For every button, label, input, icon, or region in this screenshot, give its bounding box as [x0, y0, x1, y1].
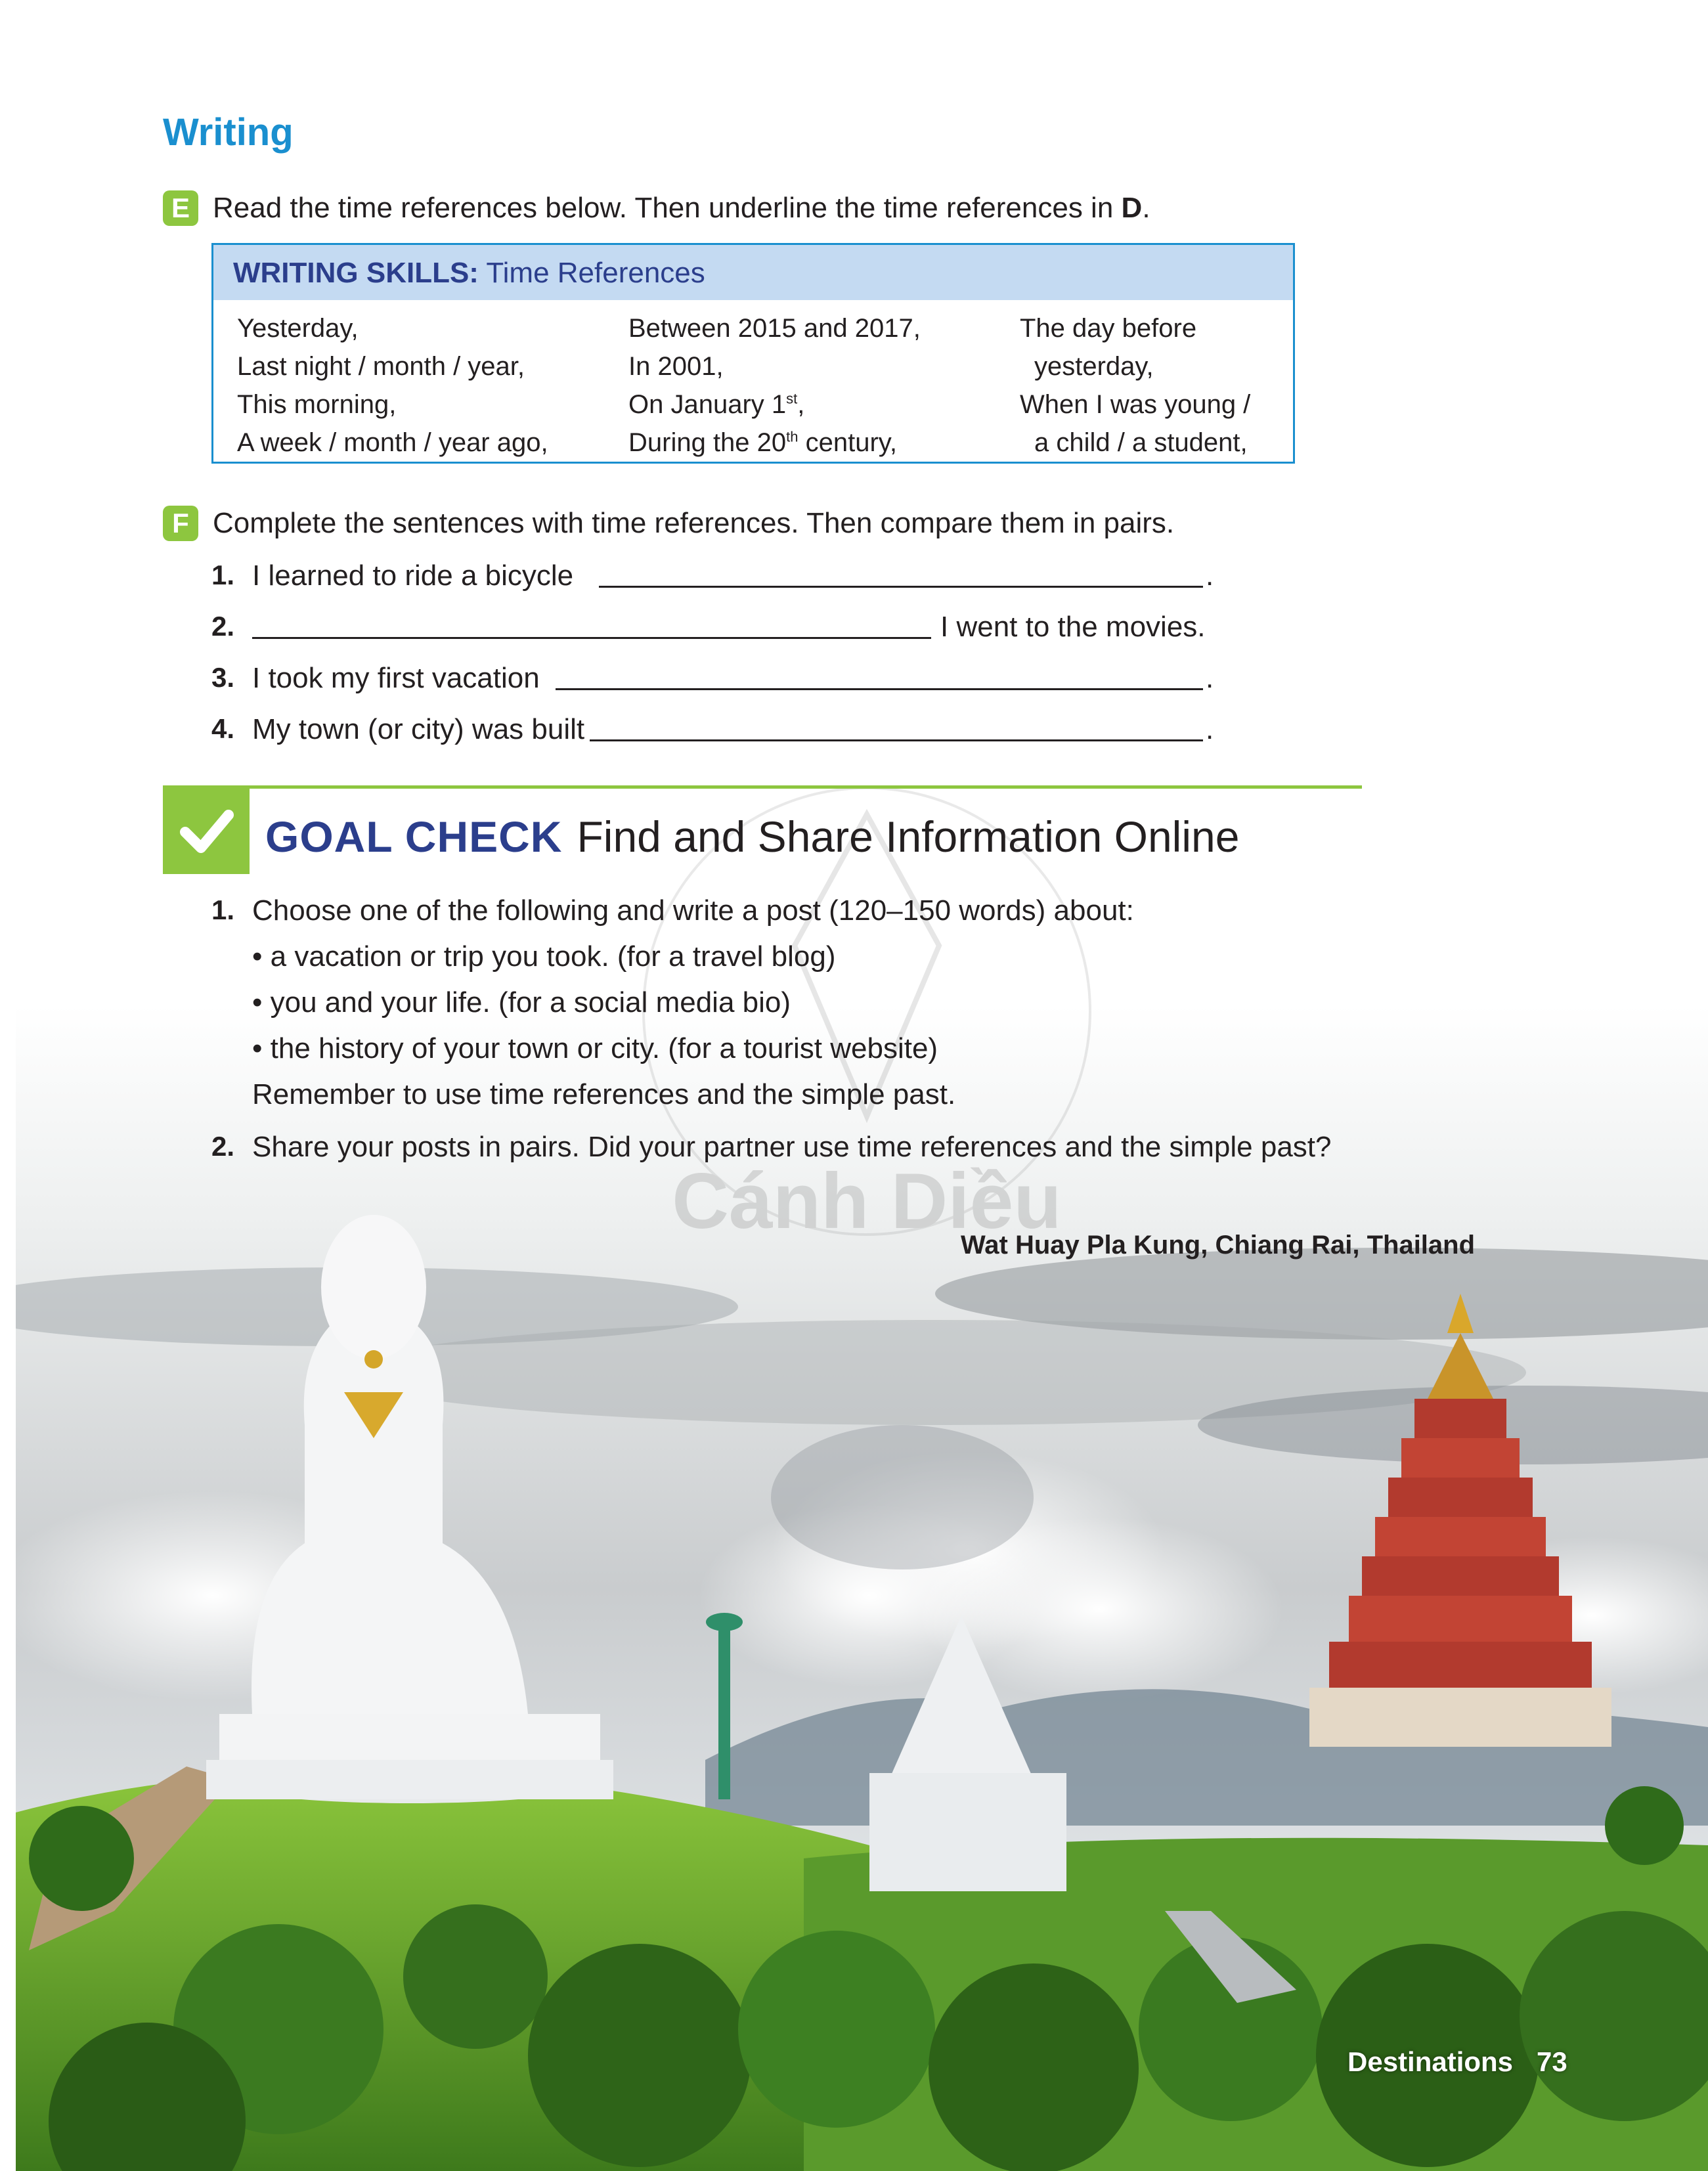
exercise-f-badge: F: [163, 506, 198, 541]
item-number: 4.: [211, 713, 235, 744]
goal-check-title: GOAL CHECK Find and Share Information Online: [265, 812, 1240, 861]
exercise-e-instruction: Read the time references below. Then underline the time references in D.: [213, 192, 1150, 224]
writing-skills-box: [211, 243, 1295, 464]
writing-skills-header: [213, 245, 1293, 300]
time-reference-column-2: [628, 309, 921, 462]
time-reference: This morning,: [237, 390, 397, 419]
item-end: .: [1206, 662, 1214, 694]
goal-item-text: Choose one of the following and write a post (120–150 words) about:: [252, 894, 1134, 927]
item-prompt: I went to the movies.: [940, 611, 1206, 643]
exercise-f-instruction: Complete the sentences with time references. Then compare them in pairs.: [213, 507, 1175, 539]
time-reference: The day before: [1020, 314, 1197, 343]
watermark-text: Cánh Diều: [672, 1157, 1062, 1245]
page-number: 73: [1537, 2046, 1567, 2077]
time-reference: yesterday,: [1034, 352, 1154, 381]
page-footer: [1347, 2046, 1567, 2078]
time-reference: Yesterday,: [237, 314, 359, 343]
goal-bullet: • you and your life. (for a social media bio): [252, 986, 791, 1019]
time-reference-column-3: [1020, 309, 1250, 462]
time-reference: During the 20th century,: [628, 428, 897, 457]
time-reference: When I was young /: [1020, 390, 1251, 419]
section-title: Writing: [163, 111, 294, 154]
time-reference: On January 1st,: [628, 390, 805, 419]
goal-bullet: • the history of your town or city. (for a tourist website): [252, 1032, 938, 1064]
time-reference: Between 2015 and 2017,: [628, 314, 921, 343]
item-prompt: I took my first vacation: [252, 662, 540, 694]
goal-check-rule: [163, 785, 1362, 789]
time-reference-column-1: [237, 309, 548, 462]
item-number: 1.: [211, 559, 235, 590]
photo-caption: Wat Huay Pla Kung, Chiang Rai, Thailand: [961, 1231, 1476, 1260]
answer-blank[interactable]: [590, 739, 1203, 741]
time-reference: A week / month / year ago,: [237, 428, 548, 457]
time-reference: Last night / month / year,: [237, 352, 525, 381]
writing-skills-topic: Time References: [486, 257, 705, 289]
time-reference: In 2001,: [628, 352, 724, 381]
answer-blank[interactable]: [252, 637, 931, 639]
item-prompt: My town (or city) was built: [252, 713, 585, 745]
checkmark-icon: [163, 789, 250, 874]
goal-item-text: Share your posts in pairs. Did your partner use time references and the simple past?: [252, 1131, 1332, 1163]
answer-blank[interactable]: [599, 586, 1203, 588]
answer-blank[interactable]: [556, 688, 1203, 690]
writing-skills-label: WRITING SKILLS:: [233, 257, 479, 289]
exercise-e-badge: E: [163, 190, 198, 226]
item-number: 3.: [211, 662, 235, 693]
goal-item-number: 1.: [211, 894, 235, 925]
goal-item-number: 2.: [211, 1131, 235, 1162]
item-end: .: [1206, 559, 1214, 592]
time-reference: a child / a student,: [1034, 428, 1248, 457]
item-number: 2.: [211, 611, 235, 642]
unit-name: Destinations: [1347, 2046, 1514, 2077]
item-end: .: [1206, 713, 1214, 745]
goal-bullet: • a vacation or trip you took. (for a travel blog): [252, 940, 836, 973]
goal-reminder: Remember to use time references and the simple past.: [252, 1078, 956, 1110]
item-prompt: I learned to ride a bicycle: [252, 559, 574, 592]
